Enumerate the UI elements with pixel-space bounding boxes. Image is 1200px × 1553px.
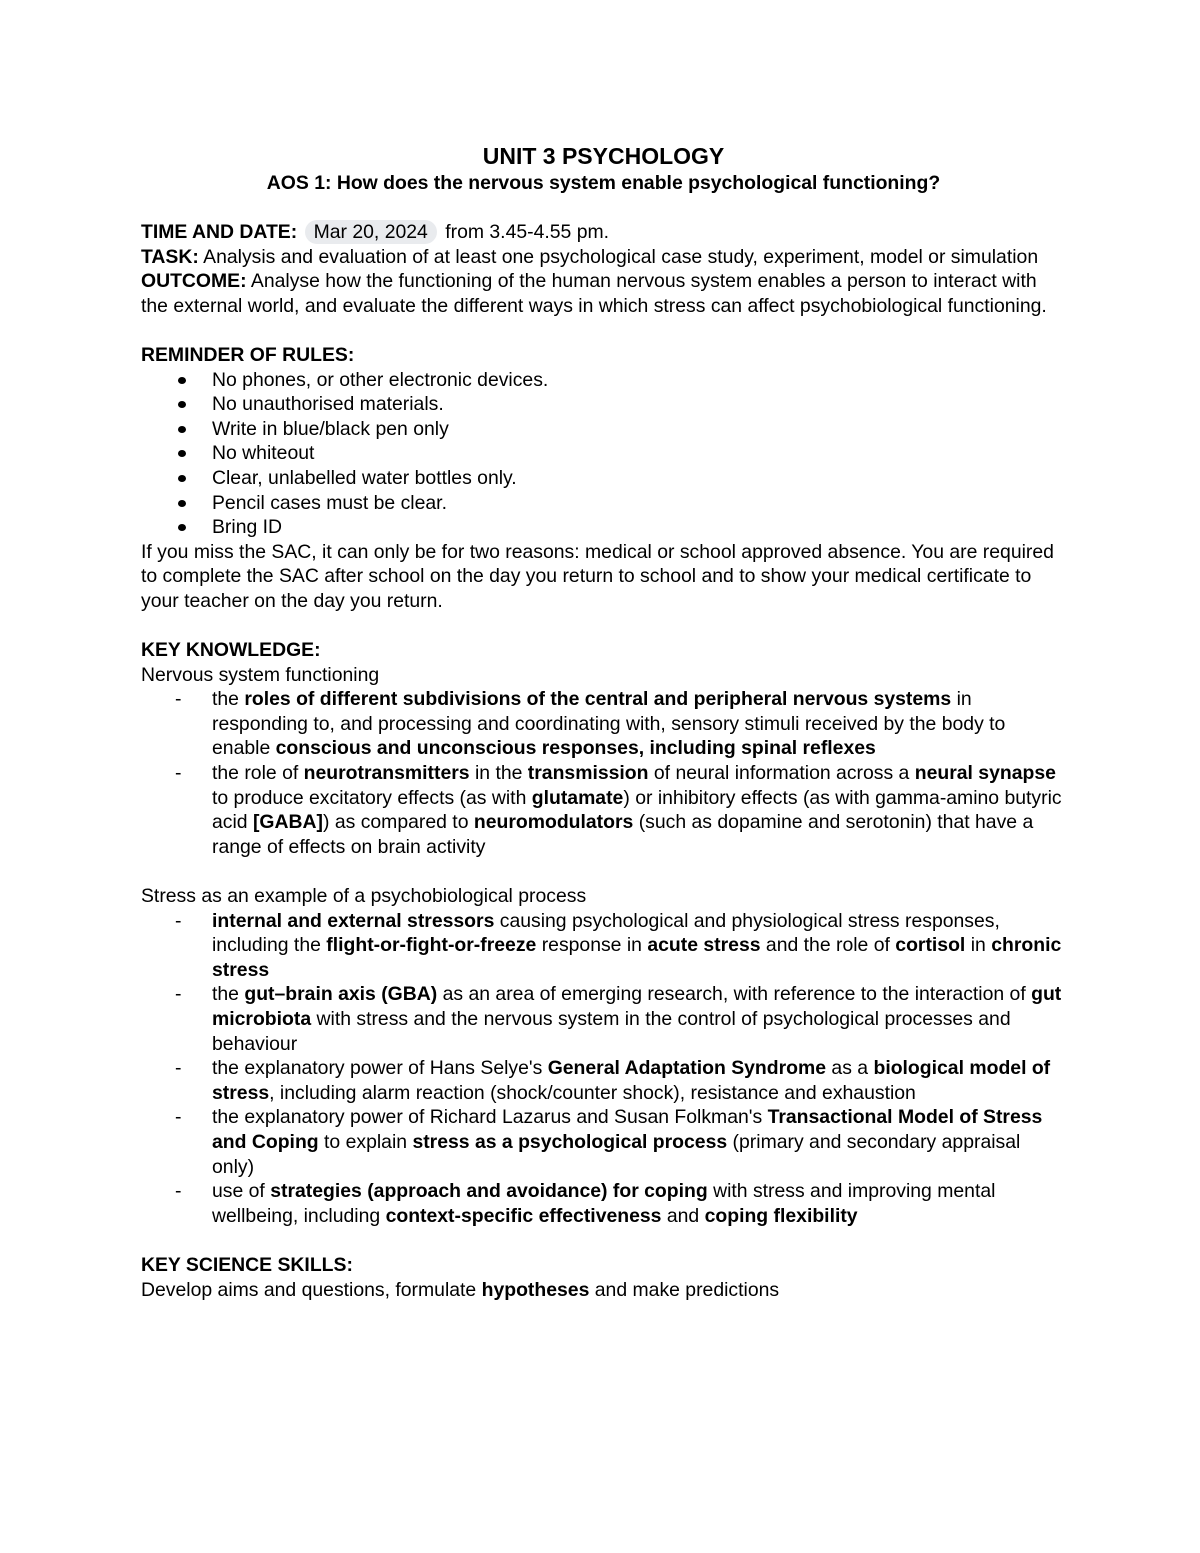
dash-marker: - [175,762,182,785]
text: with stress and improving mental wellbeing, including [212,1180,996,1227]
dash-marker: - [175,983,182,1006]
dash-marker: - [175,1180,182,1203]
task-line [141,245,1066,270]
list-item [141,491,1066,516]
bold-text: roles of different subdivisions of the central and peripheral nervous systems [244,688,952,711]
outcome-text: Analyse how the functioning of the human nervous system enables a person to interact with the external world, and evaluate the different ways in which stress can affect psychobiological functioning. [141,270,1047,317]
bold-text: context-specific effectiveness [385,1204,662,1227]
dash-marker: - [175,1057,182,1080]
page-title: UNIT 3 PSYCHOLOGY [482,143,725,169]
bold-text: gut microbiota [212,983,1062,1030]
bullet-icon [178,401,186,408]
list-item [141,417,1066,442]
text: in [965,934,992,957]
list-item [141,368,1066,393]
text: of neural information across a [648,762,915,785]
text: Develop aims and questions, formulate [141,1278,482,1301]
nervous-system-list [141,687,1066,859]
section-title: Stress as an example of a psychobiological process [141,885,587,908]
text: with stress and the nervous system in the control of psychological processes and behaviour [212,1008,1011,1055]
time-label: TIME AND DATE: [141,221,298,243]
list-item [141,909,1066,983]
text: the explanatory power of Richard Lazarus and Susan Folkman's [212,1106,768,1129]
rules-heading-text: REMINDER OF RULES: [141,343,355,366]
bold-text: transmission [527,762,649,785]
text: and make predictions [589,1278,780,1301]
bold-text: gut–brain axis (GBA) [244,983,438,1006]
rule-text: Clear, unlabelled water bottles only. [212,466,517,489]
list-item [141,466,1066,491]
bullet-icon [178,500,186,507]
rule-text: No phones, or other electronic devices. [212,368,549,391]
rules-heading [141,343,1066,368]
list-item [141,1105,1066,1179]
bold-text: biological model of stress [212,1057,1051,1104]
bold-text: hypotheses [481,1278,590,1301]
bold-text: internal and external stressors [212,909,495,932]
stress-list [141,909,1066,1229]
text: causing psychological and physiological stress responses, including the [212,909,1000,957]
rule-text: Bring ID [212,516,283,539]
page-subtitle: AOS 1: How does the nervous system enable psychological functioning? [266,172,941,194]
bold-text: strategies (approach and avoidance) for coping [270,1180,708,1203]
bullet-icon [178,426,186,433]
bold-text: chronic stress [212,934,1062,981]
text: the role of [212,762,304,785]
section-title: Nervous system functioning [141,663,380,686]
list-item [141,687,1066,761]
text: response in [536,934,648,957]
outcome-label: OUTCOME: [141,270,247,293]
text: to explain [318,1130,413,1153]
text: in the [469,762,528,785]
task-text: Analysis and evaluation of at least one psychological case study, experiment, model or simulation [198,245,1039,268]
time-and-date-line [141,220,1066,245]
missed-sac-note: If you miss the SAC, it can only be for two reasons: medical or school approved absence. You are required to complete the SAC after school on the day you return to school and to show your medical certificate to your teacher on the day you return. [141,540,1054,612]
rule-text: Pencil cases must be clear. [212,491,447,514]
key-knowledge-heading-text: KEY KNOWLEDGE: [141,639,321,662]
text: (such as dopamine and serotonin) that have a range of effects on brain activity [212,811,1034,858]
dash-marker: - [175,909,182,932]
bold-text: acute stress [647,934,761,957]
bullet-icon [178,475,186,482]
bold-text: stress as a psychological process [412,1130,728,1153]
science-skills-heading [141,1253,1066,1278]
text: , including alarm reaction (shock/counter shock), resistance and exhaustion [269,1081,916,1104]
list-item [141,1179,1066,1228]
text: in responding to, and processing and coordinating with, sensory stimuli received by the body to enable [212,688,1006,760]
bold-text: flight-or-fight-or-freeze [326,934,537,957]
list-item [141,392,1066,417]
bold-text: Transactional Model of Stress and Coping [212,1106,1043,1153]
text: as a [826,1057,874,1080]
text: the [212,983,245,1006]
text: and the role of [760,934,896,957]
date-chip[interactable]: Mar 20, 2024 [305,220,437,244]
rules-list [141,368,1066,540]
list-item [141,982,1066,1056]
text: the explanatory power of Hans Selye's [212,1057,548,1080]
list-item [141,441,1066,466]
list-item [141,1056,1066,1105]
text: and [661,1204,705,1227]
bullet-icon [178,377,186,384]
bold-text: neurotransmitters [303,762,470,785]
text: ) as compared to [322,811,474,834]
science-skills-heading-text: KEY SCIENCE SKILLS: [141,1253,353,1276]
bold-text: [GABA] [252,811,323,834]
dash-marker: - [175,1106,182,1129]
text: the [212,688,245,711]
bold-text: General Adaptation Syndrome [547,1057,827,1080]
text: (primary and secondary appraisal only) [212,1130,1021,1178]
bullet-icon [178,524,186,531]
task-label: TASK: [141,245,199,268]
bold-text: neural synapse [914,762,1056,785]
text: ) or inhibitory effects (as with gamma-amino butyric acid [212,786,1062,834]
text: to produce excitatory effects (as with [212,786,532,809]
list-item [141,515,1066,540]
rule-text: Write in blue/black pen only [212,417,449,440]
time-text: from 3.45-4.55 pm. [439,221,610,243]
bullet-icon [178,450,186,457]
rule-text: No whiteout [212,442,315,465]
science-skills-text [141,1278,1066,1303]
list-item [141,761,1066,859]
text: use of [212,1180,271,1203]
key-knowledge-heading [141,638,1066,663]
bold-text: cortisol [895,934,966,957]
bold-text: conscious and unconscious responses, including spinal reflexes [275,737,876,760]
outcome-line [141,269,1066,318]
dash-marker: - [175,688,182,711]
bold-text: glutamate [531,786,624,809]
rule-text: No unauthorised materials. [212,393,444,416]
document-page [141,142,1066,1302]
bold-text: coping flexibility [704,1204,858,1227]
bold-text: neuromodulators [473,811,634,834]
text: as an area of emerging research, with reference to the interaction of [437,983,1032,1006]
